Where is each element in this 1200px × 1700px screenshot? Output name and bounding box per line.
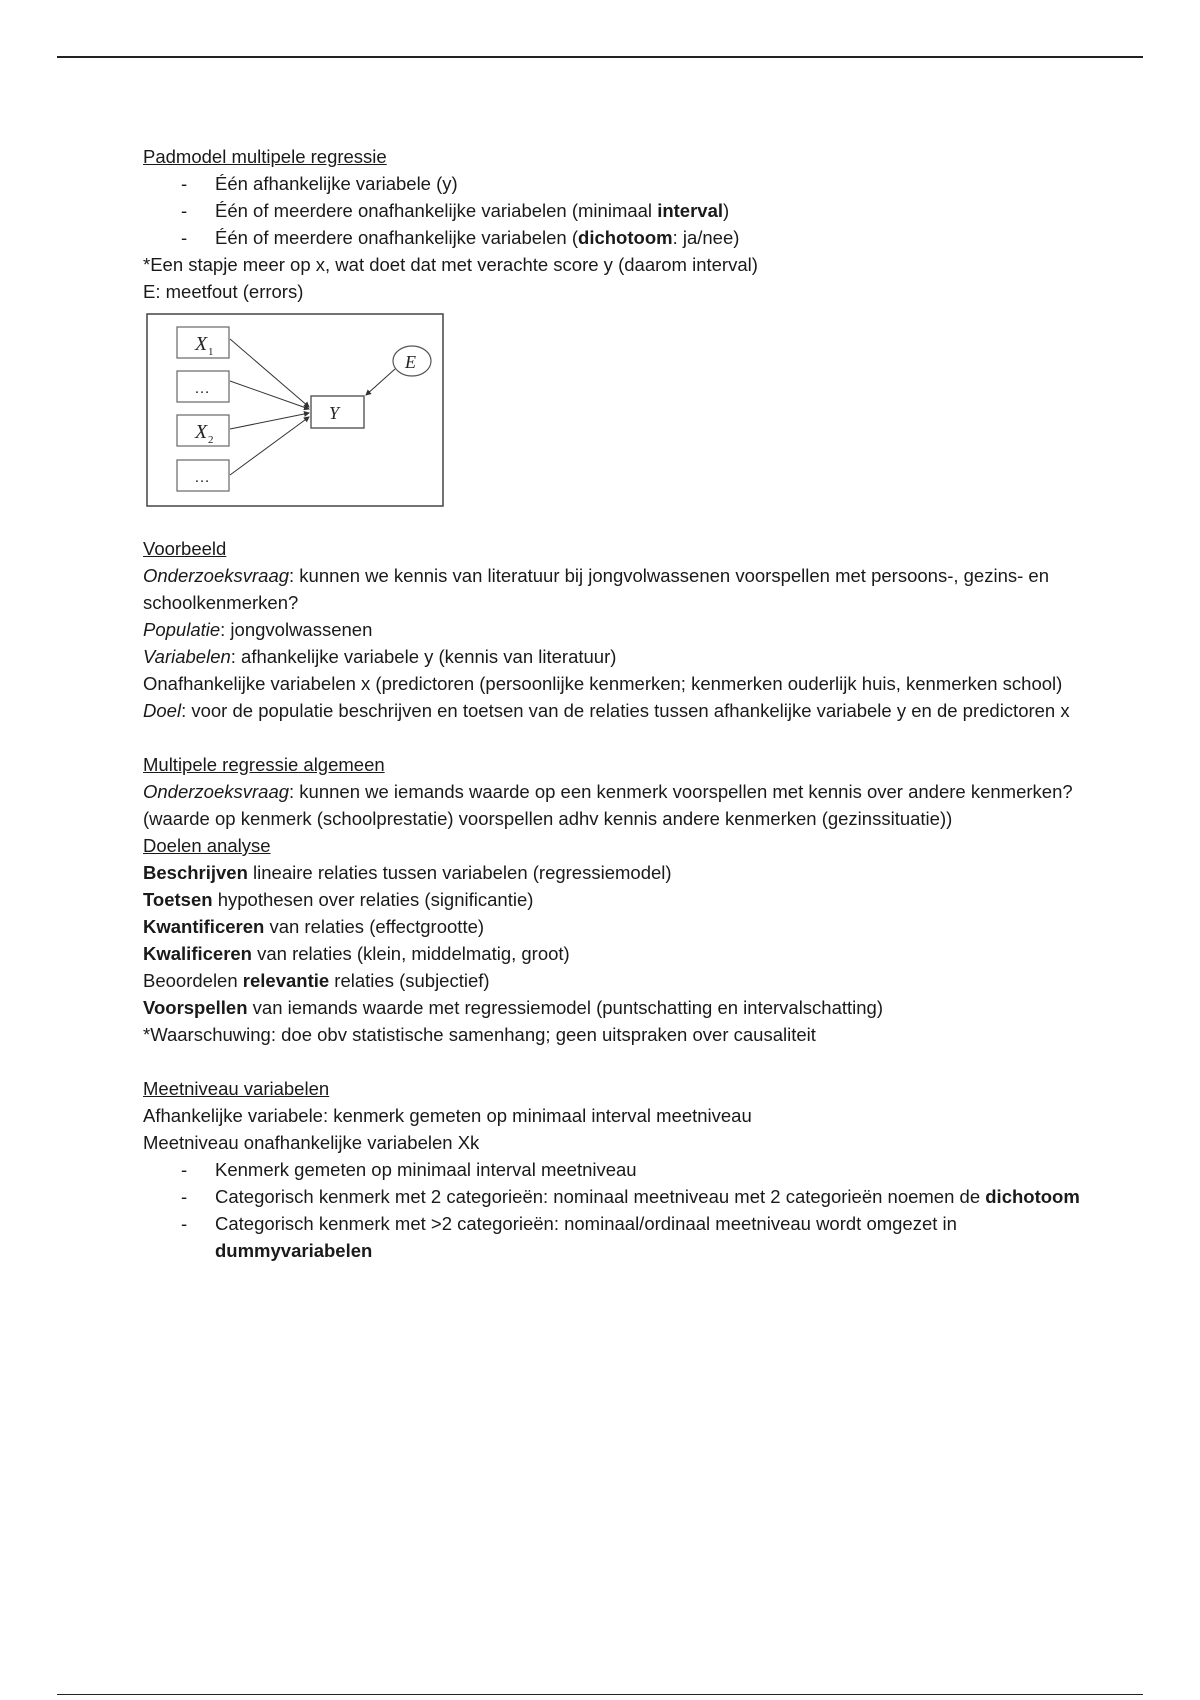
list-item: - Één of meerdere onafhankelijke variabelen (dichotoom: ja/nee): [143, 224, 1083, 251]
causality-warning: *Waarschuwing: doe obv statistische samenhang; geen uitspraken over causaliteit: [143, 1024, 816, 1045]
example-goal: Doel: voor de populatie beschrijven en toetsen van de relaties tussen afhankelijke variabele y en de predictoren x: [143, 700, 1070, 721]
example-independent-variables: Onafhankelijke variabelen x (predictoren (persoonlijke kenmerken; kenmerken ouderlijk huis, kenmerken school): [143, 673, 1063, 694]
x2-subscript: 2: [208, 434, 214, 446]
meetniveau-bullet-list: [143, 1156, 1083, 1264]
x1-subscript: 1: [208, 346, 214, 358]
subheading-doelen-analyse: Doelen analyse: [143, 835, 271, 856]
goal-line: Kwantificeren van relaties (effectgrootte): [143, 916, 485, 937]
dependent-variable-level: Afhankelijke variabele: kenmerk gemeten op minimaal interval meetniveau: [143, 1105, 752, 1126]
interval-note: *Een stapje meer op x, wat doet dat met verachte score y (daarom interval): [143, 254, 758, 275]
general-example: (waarde op kenmerk (schoolprestatie) voorspellen adhv kennis andere kenmerken (gezinssituatie)): [143, 808, 953, 829]
section-heading-voorbeeld: Voorbeeld: [143, 538, 227, 559]
section-heading-algemeen: Multipele regressie algemeen: [143, 754, 385, 775]
path-model-diagram: [146, 313, 444, 507]
example-variables: Variabelen: afhankelijke variabele y (kennis van literatuur): [143, 646, 617, 667]
section-heading-meetniveau: Meetniveau variabelen: [143, 1078, 330, 1099]
padmodel-bullet-list: [143, 170, 1083, 251]
y-label: Y: [329, 403, 340, 423]
dots-label-2: …: [194, 469, 210, 486]
list-item: - Categorisch kenmerk met 2 categorieën: nominaal meetniveau met 2 categorieën noemen de dichotoom: [143, 1183, 1083, 1210]
goal-line: Toetsen hypothesen over relaties (significantie): [143, 889, 534, 910]
goal-line: Beschrijven lineaire relaties tussen variabelen (regressiemodel): [143, 862, 672, 883]
errors-note: E: meetfout (errors): [143, 281, 304, 302]
x2-label: X: [195, 421, 208, 443]
example-population: Populatie: jongvolwassenen: [143, 619, 373, 640]
list-item: - Één afhankelijke variabele (y): [143, 170, 1083, 197]
general-research-question: Onderzoeksvraag: kunnen we iemands waarde op een kenmerk voorspellen met kennis over andere kenmerken?: [143, 781, 1073, 802]
independent-variable-level: Meetniveau onafhankelijke variabelen Xk: [143, 1132, 480, 1153]
document-body: [143, 143, 1083, 1264]
example-research-question: Onderzoeksvraag: kunnen we kennis van literatuur bij jongvolwassenen voorspellen met persoons-, gezins- en schoolkenmerken?: [143, 565, 1049, 613]
goal-line: Voorspellen van iemands waarde met regressiemodel (puntschatting en intervalschatting): [143, 997, 884, 1018]
list-item: - Kenmerk gemeten op minimaal interval meetniveau: [143, 1156, 1083, 1183]
e-label: E: [405, 352, 416, 372]
list-item: - Categorisch kenmerk met >2 categorieën: nominaal/ordinaal meetniveau wordt omgezet in dummyvariabelen: [143, 1210, 1083, 1264]
section-heading-padmodel: Padmodel multipele regressie: [143, 146, 387, 167]
dots-label-1: …: [194, 380, 210, 397]
goal-line: Kwalificeren van relaties (klein, middelmatig, groot): [143, 943, 570, 964]
goal-line: Beoordelen relevantie relaties (subjectief): [143, 970, 490, 991]
header-rule: [57, 56, 1143, 58]
footer-rule: [57, 1694, 1143, 1695]
list-item: - Één of meerdere onafhankelijke variabelen (minimaal interval): [143, 197, 1083, 224]
x1-label: X: [195, 333, 208, 355]
